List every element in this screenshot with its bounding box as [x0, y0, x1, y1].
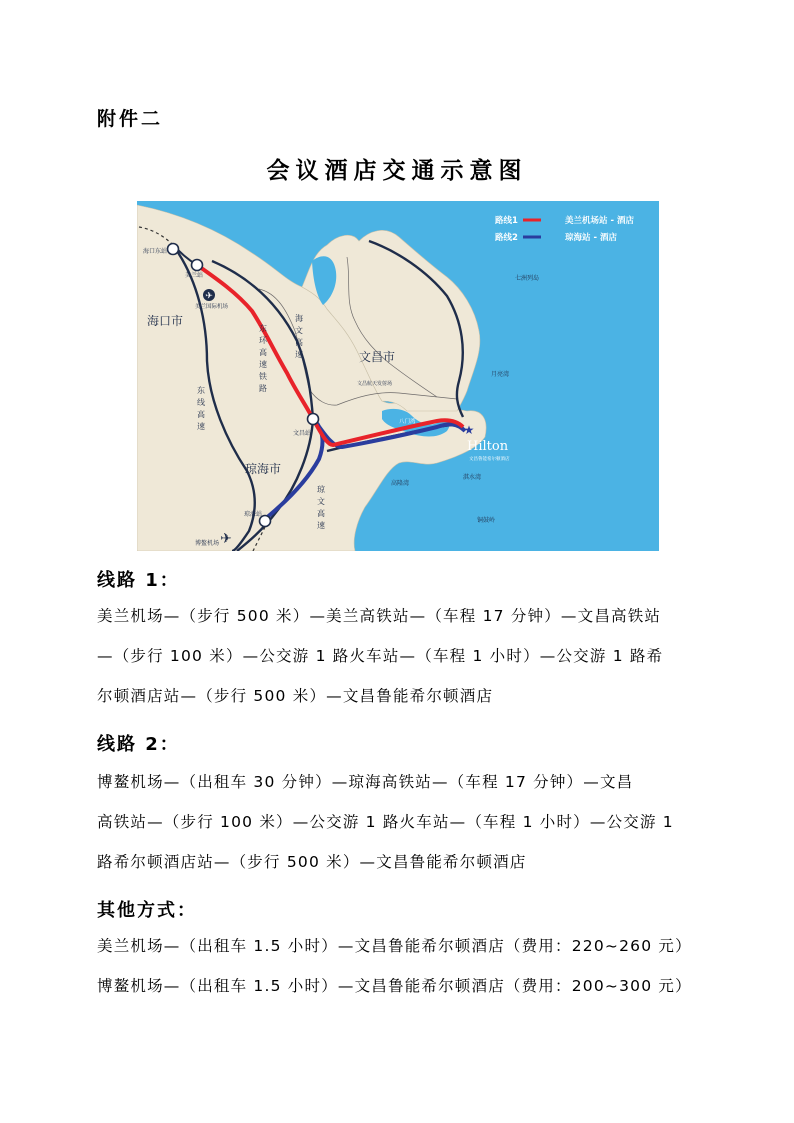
traffic-map	[137, 201, 659, 551]
hotel-logo: Hilton	[467, 439, 509, 454]
station-qionghai: 琼海站	[244, 511, 263, 518]
other-heading: 其他方式：	[97, 900, 197, 921]
road-label-donghuan: 东环高速铁路	[258, 324, 268, 396]
route2-line-1: 博鳌机场—（出租车 30 分钟）—琼海高铁站—（车程 17 分钟）—文昌	[97, 773, 634, 791]
station-wenchang: 文昌站	[293, 430, 312, 437]
station-meilan-airport: 美兰国际机场	[195, 304, 229, 310]
legend-route1-label: 路线1	[495, 216, 518, 226]
road-label-haiwen: 海文高速	[294, 314, 304, 362]
place-tonggu: 铜鼓岭	[477, 517, 496, 524]
place-qizhouliedao: 七洲列岛	[515, 275, 540, 282]
route2-heading: 线路 2：	[97, 734, 180, 755]
other-text	[97, 926, 707, 1006]
route2-line-2: 高铁站—（步行 100 米）—公交游 1 路火车站—（车程 1 小时）—公交游 1	[97, 813, 674, 831]
hotel-star-icon: ★	[463, 423, 475, 437]
city-haikou: 海口市	[147, 314, 184, 328]
station-meilan: 美兰站	[185, 272, 204, 279]
other-line-2: 博鳌机场—（出租车 1.5 小时）—文昌鲁能希尔顿酒店（费用：200~300 元）	[97, 977, 692, 995]
other-line-1: 美兰机场—（出租车 1.5 小时）—文昌鲁能希尔顿酒店（费用：220~260 元）	[97, 937, 692, 955]
place-launch-site: 文昌航天发射场	[357, 381, 393, 387]
svg-text:✈: ✈	[205, 291, 213, 302]
city-wenchang: 文昌市	[359, 350, 396, 364]
place-gaolongwan: 高隆湾	[391, 480, 410, 487]
route2-text	[97, 762, 707, 882]
legend-route2-label: 路线2	[495, 233, 518, 243]
route2-line-3: 路希尔顿酒店站—（步行 500 米）—文昌鲁能希尔顿酒店	[97, 853, 527, 871]
page-title: 会议酒店交通示意图	[266, 158, 528, 184]
route1-line-3: 尔顿酒店站—（步行 500 米）—文昌鲁能希尔顿酒店	[97, 687, 494, 705]
road-label-dongxian: 东线高速	[196, 386, 206, 434]
place-qingshuiwan: 淇水湾	[463, 474, 482, 481]
place-yueliangwan: 月亮湾	[491, 371, 510, 378]
hotel-logo-sub: 文昌鲁能希尔顿酒店	[469, 457, 510, 462]
route1-line-1: 美兰机场—（步行 500 米）—美兰高铁站—（车程 17 分钟）—文昌高铁站	[97, 607, 662, 625]
legend-route2-desc: 琼海站 - 酒店	[565, 233, 617, 243]
legend-route1-desc: 美兰机场站 - 酒店	[565, 216, 634, 226]
road-label-qiongwen: 琼文高速	[316, 485, 326, 533]
svg-text:✈: ✈	[220, 531, 232, 547]
city-qionghai: 琼海市	[245, 462, 282, 476]
route1-text	[97, 596, 707, 716]
route1-line-2: —（步行 100 米）—公交游 1 路火车站—（车程 1 小时）—公交游 1 路希	[97, 647, 664, 665]
place-bamenwan: 八门湾	[399, 419, 416, 425]
station-boao-airport: 博鳌机场	[195, 540, 220, 547]
route1-heading: 线路 1：	[97, 570, 180, 591]
attachment-label: 附件二	[97, 108, 164, 130]
station-haikou-east: 海口东站	[143, 248, 168, 255]
